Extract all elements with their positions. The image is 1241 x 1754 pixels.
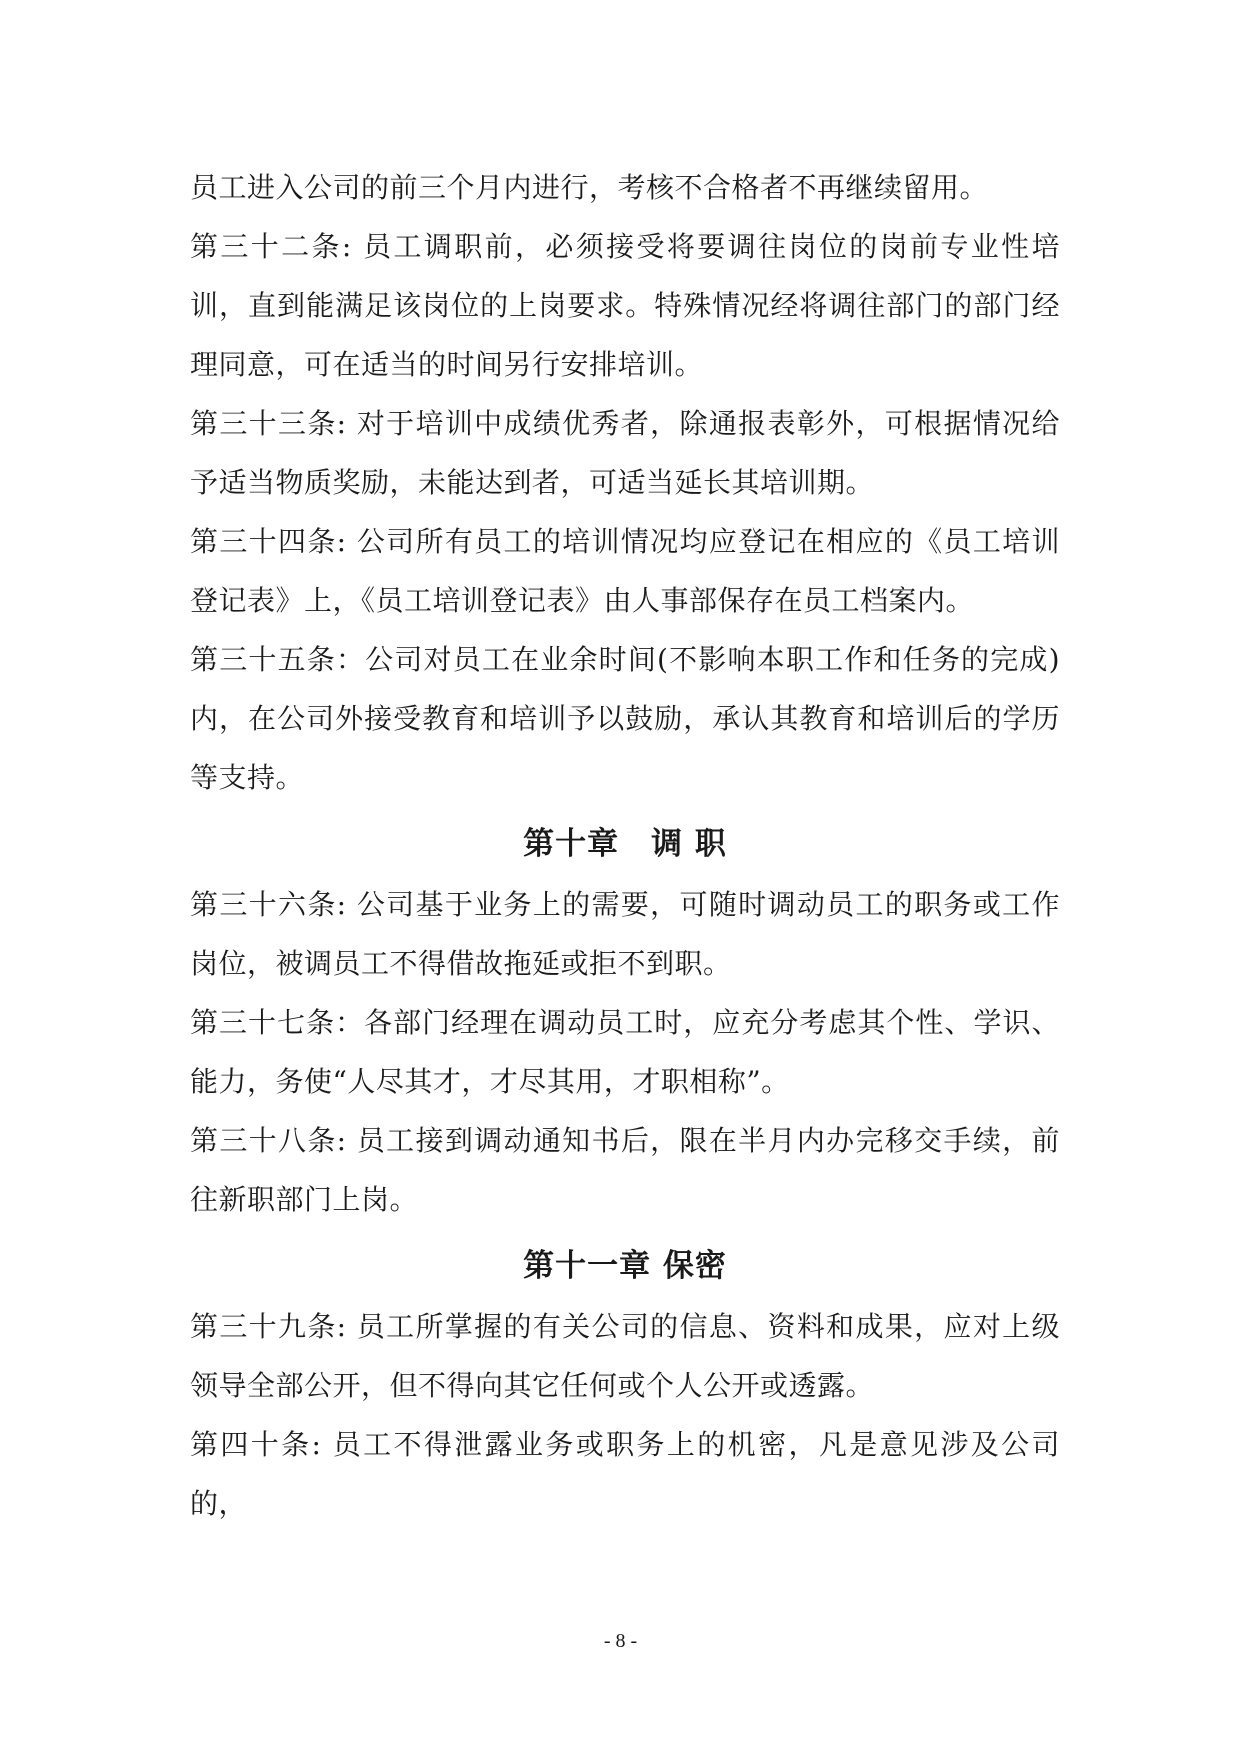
article-37: 第三十七条：各部门经理在调动员工时，应充分考虑其个性、学识、能力，务使“人尽其才，才尽其用，才职相称”。 xyxy=(190,1006,1060,1098)
article-40: 第四十条: 员工不得泄露业务或职务上的机密，凡是意见涉及公司的， xyxy=(190,1428,1060,1520)
document-body xyxy=(190,158,1060,1533)
article-33: 第三十三条: 对于培训中成绩优秀者，除通报表彰外，可根据情况给予适当物质奖励，未能达到者，可适当延长其培训期。 xyxy=(190,407,1060,499)
chapter-10-heading: 第十章 调 职 xyxy=(523,826,727,862)
article-36: 第三十六条: 公司基于业务上的需要，可随时调动员工的职务或工作岗位，被调员工不得借故拖延或拒不到职。 xyxy=(190,888,1060,980)
page-number: - 8 - xyxy=(603,1630,638,1652)
paragraph-continuation: 员工进入公司的前三个月内进行，考核不合格者不再继续留用。 xyxy=(190,171,989,204)
chapter-11-heading: 第十一章 保密 xyxy=(523,1248,727,1284)
article-35: 第三十五条：公司对员工在业余时间(不影响本职工作和任务的完成)内，在公司外接受教育和培训予以鼓励，承认其教育和培训后的学历等支持。 xyxy=(190,643,1060,794)
article-32: 第三十二条: 员工调职前，必须接受将要调往岗位的岗前专业性培训，直到能满足该岗位的上岗要求。特殊情况经将调往部门的部门经理同意，可在适当的时间另行安排培训。 xyxy=(190,230,1060,381)
article-38: 第三十八条: 员工接到调动通知书后，限在半月内办完移交手续，前往新职部门上岗。 xyxy=(190,1124,1060,1216)
article-39: 第三十九条: 员工所掌握的有关公司的信息、资料和成果，应对上级领导全部公开，但不得向其它任何或个人公开或透露。 xyxy=(190,1310,1060,1402)
article-34: 第三十四条: 公司所有员工的培训情况均应登记在相应的《员工培训登记表》上，《员工培训登记表》由人事部保存在员工档案内。 xyxy=(190,525,1060,617)
